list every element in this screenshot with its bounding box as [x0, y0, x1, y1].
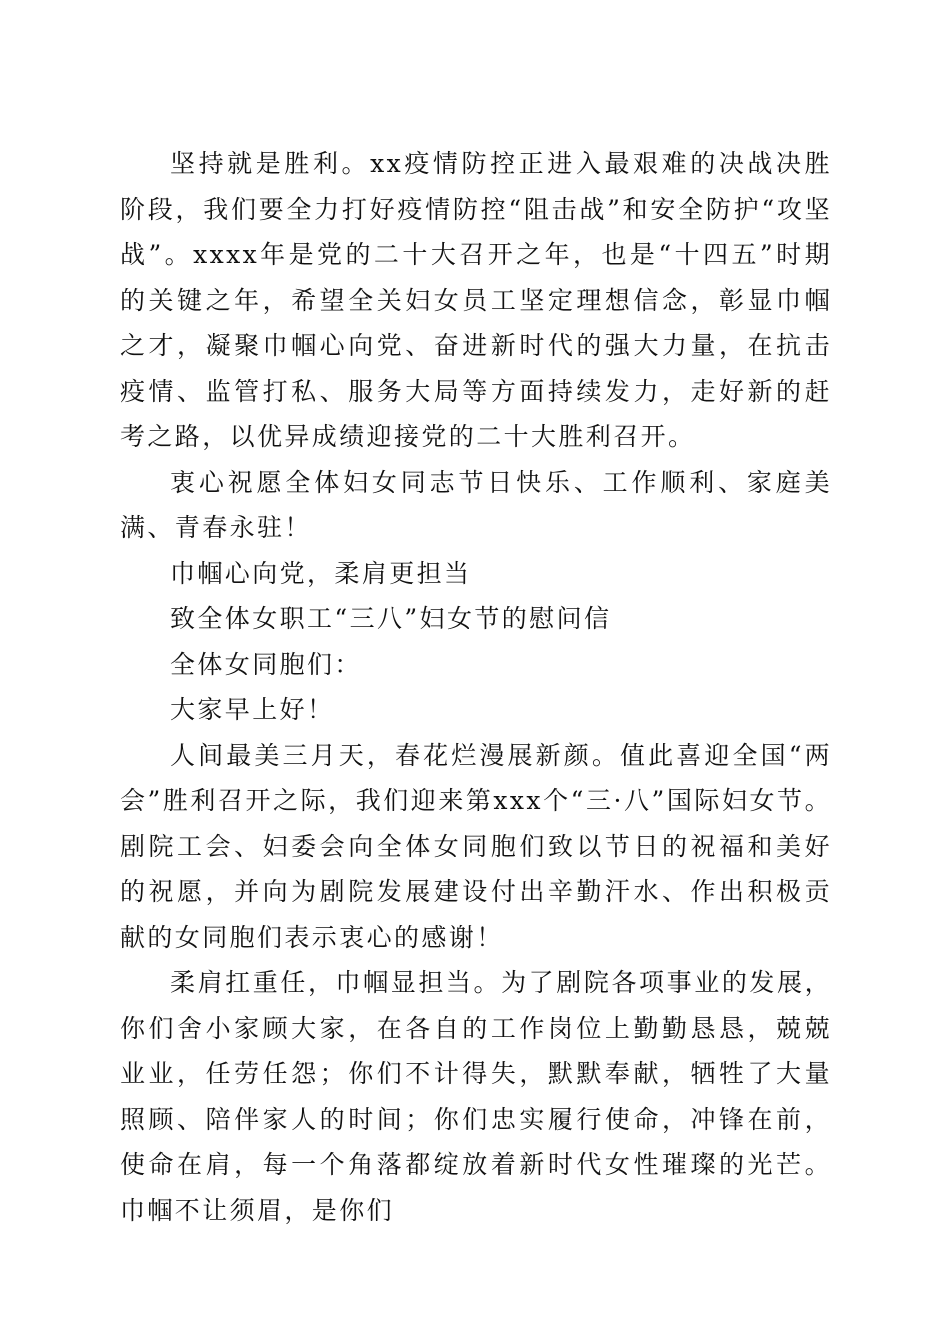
paragraph-greeting: 大家早上好！ [170, 695, 335, 724]
paragraph-persistence: 坚持就是胜利。xx疫情防控正进入最艰难的决战决胜阶段，我们要全力打好疫情防控“阻击战”和安全防护“攻坚战”。xxxx年是党的二十大召开之年，也是“十四五”时期的关键之年，希望全关妇女员工坚定理想信念，彰显巾帼之才，凝聚巾帼心向党、奋进新时代的强大力量，在抗击疫情、监管打私、服务大局等方面持续发力，走好新的赶考之路，以优异成绩迎接党的二十大胜利召开。 [120, 149, 832, 451]
paragraph-wishes: 衷心祝愿全体妇女同志节日快乐、工作顺利、家庭美满、青春永驻！ [120, 467, 832, 542]
paragraph-heading-subtitle: 致全体女职工“三八”妇女节的慰问信 [170, 604, 612, 633]
paragraph-march: 人间最美三月天，春花烂漫展新颜。值此喜迎全国“两会”胜利召开之际，我们迎来第xxx个“三·八”国际妇女节。剧院工会、妇委会向全体女同胞们致以节日的祝福和美好的祝愿，并向为剧院发展建设付出辛勤汗水、作出积极贡献的女同胞们表示衷心的感谢！ [120, 740, 832, 952]
paragraph-responsibility: 柔肩扛重任，巾帼显担当。为了剧院各项事业的发展，你们舍小家顾大家，在各自的工作岗位上勤勤恳恳，兢兢业业，任劳任怨；你们不计得失，默默奉献，牺牲了大量照顾、陪伴家人的时间；你们忠实履行使命，冲锋在前，使命在肩，每一个角落都绽放着新时代女性璀璨的光芒。巾帼不让须眉，是你们 [120, 968, 832, 1225]
document-body [120, 141, 832, 1233]
paragraph-salutation: 全体女同胞们： [170, 649, 362, 679]
paragraph-heading-title: 巾帼心向党，柔肩更担当 [170, 558, 472, 588]
